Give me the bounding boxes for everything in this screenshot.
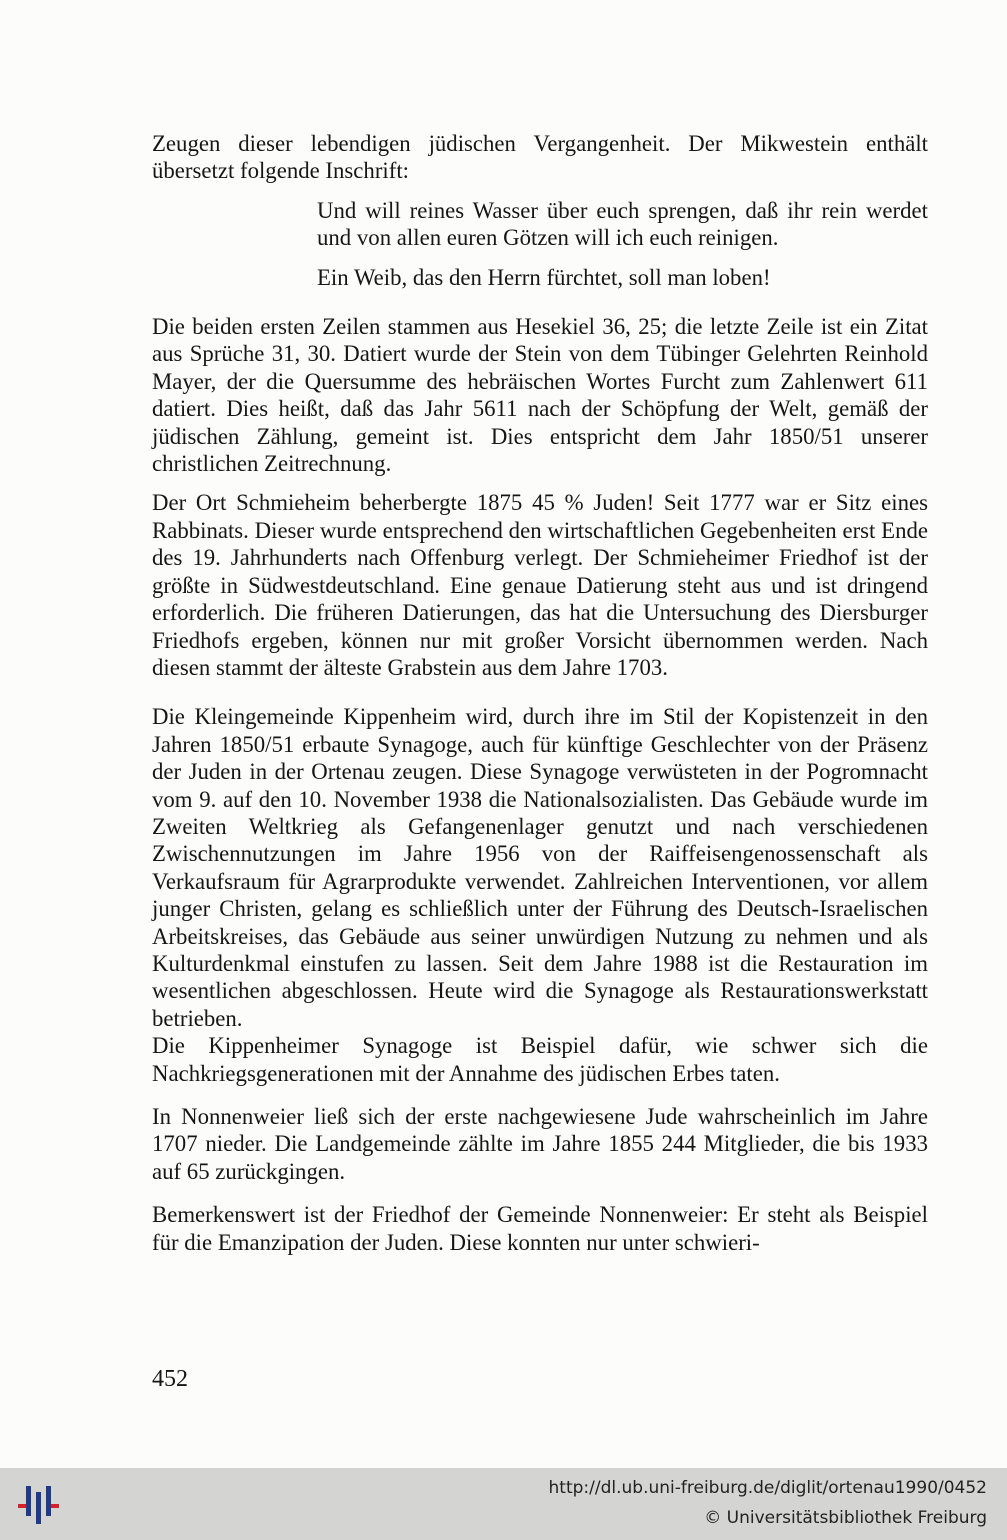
copyright-text: © Universitätsbibliothek Freiburg: [704, 1508, 987, 1528]
page-number: 452: [152, 1366, 188, 1392]
body-text: [152, 130, 928, 1256]
paragraph-friedhof: Bemerkenswert ist der Friedhof der Gemeinde Nonnenweier: Er steht als Beispiel für die Emanzipation der Juden. Diese konnten nur unter schwieri-: [152, 1202, 928, 1255]
paragraph-nonnenweier: In Nonnenweier ließ sich der erste nachgewiesene Jude wahrscheinlich im Jahre 1707 nieder. Die Landgemeinde zählte im Jahre 1855 244 Mitglieder, die bis 1933 auf 65 zurückgingen.: [152, 1104, 928, 1184]
paragraph-kippenheim-synagoge: Die Kippenheimer Synagoge ist Beispiel dafür, wie schwer sich die Nachkriegsgenerationen mit der Annahme des jüdischen Erbes taten.: [152, 1033, 928, 1086]
quote-line-2: Ein Weib, das den Herrn fürchtet, soll man loben!: [317, 264, 771, 290]
quote-line-1: Und will reines Wasser über euch sprengen, daß ihr rein werdet und von allen euren Götzen will ich euch reinigen.: [317, 197, 928, 251]
ub-freiburg-logo-icon: [12, 1478, 64, 1530]
footer-bar: [0, 1468, 1007, 1540]
source-url-link[interactable]: http://dl.ub.uni-freiburg.de/diglit/ortenau1990/0452: [548, 1478, 987, 1498]
paragraph-hesekiel: Die beiden ersten Zeilen stammen aus Hesekiel 36, 25; die letzte Zeile ist ein Zitat aus Sprüche 31, 30. Datiert wurde der Stein von dem Tübinger Gelehrten Reinhold Mayer, der die Quersumme des hebräischen Wortes Furcht zum Zahlenwert 611 datiert. Dies heißt, daß das Jahr 5611 nach der Schöpfung der Welt, gemäß der jüdischen Zählung, gemeint ist. Dies entspricht dem Jahr 1850/51 unserer christlichen Zeitrechnung.: [152, 314, 928, 477]
paragraph-intro: Zeugen dieser lebendigen jüdischen Vergangenheit. Der Mikwestein enthält übersetzt folgende Inschrift:: [152, 131, 928, 184]
paragraph-schmieheim: Der Ort Schmieheim beherbergte 1875 45 % Juden! Seit 1777 war er Sitz eines Rabbinats. Dieser wurde entsprechend den wirtschaftlichen Gegebenheiten erst Ende des 19. Jahrhunderts nach Offenburg verlegt. Der Schmieheimer Friedhof ist der größte in Südwestdeutschland. Eine genaue Datierung steht aus und ist dringend erforderlich. Die früheren Datierungen, das hat die Untersuchung des Diersburger Friedhofs ergeben, können nur mit großer Vorsicht übernommen werden. Nach diesen stammt der älteste Grabstein aus dem Jahre 1703.: [152, 490, 928, 680]
paragraph-kippenheim: Die Kleingemeinde Kippenheim wird, durch ihre im Stil der Kopistenzeit in den Jahren 1850/51 erbaute Synagoge, auch für künftige Geschlechter von der Präsenz der Juden in der Ortenau zeugen. Diese Synagoge verwüsteten in der Pogromnacht vom 9. auf den 10. November 1938 die Nationalsozialisten. Das Gebäude wurde im Zweiten Weltkrieg als Gefangenenlager genutzt und nach verschiedenen Zwischennutzungen im Jahre 1956 von der Raiffeisengenossenschaft als Verkaufsraum für Agrarprodukte verwendet. Zahlreichen Interventionen, vor allem junger Christen, gelang es schließlich unter der Führung des Deutsch-Israelischen Arbeitskreises, das Gebäude aus seiner unwürdigen Nutzung zu nehmen und als Kulturdenkmal einstufen zu lassen. Seit dem Jahre 1988 ist die Restauration im wesentlichen abgeschlossen. Heute wird die Synagoge als Restaurationswerkstatt betrieben.: [152, 704, 928, 1031]
